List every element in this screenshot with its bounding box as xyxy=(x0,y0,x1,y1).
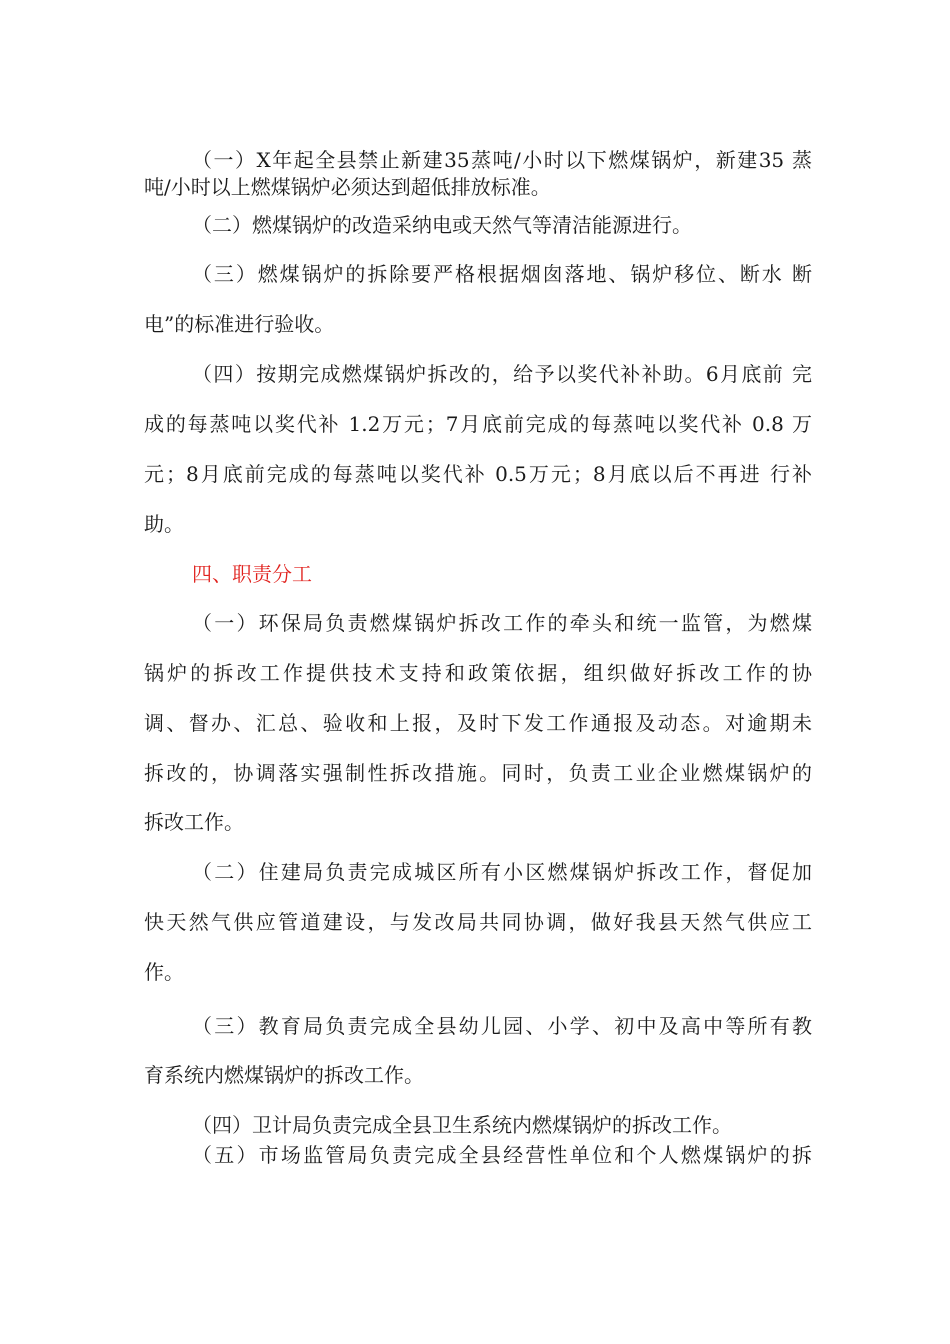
paragraph-7-line-2: 育系统内燃煤锅炉的拆改工作。 xyxy=(144,1063,424,1087)
paragraph-2-line-1: （二）燃煤锅炉的改造采纳电或天然气等清洁能源进行。 xyxy=(192,213,692,237)
paragraph-5-line-3: 调、督办、汇总、验收和上报，及时下发工作通报及动态。对逾期未 xyxy=(144,711,812,735)
paragraph-1-line-1: （一）X年起全县禁止新建35蒸吨/小时以下燃煤锅炉，新建35 蒸 xyxy=(192,148,812,172)
paragraph-3-line-1: （三）燃煤锅炉的拆除要严格根据烟囱落地、锅炉移位、断水 断 xyxy=(192,262,812,286)
paragraph-6-line-2: 快天然气供应管道建设，与发改局共同协调，做好我县天然气供应工 xyxy=(144,910,812,934)
paragraph-5-line-4: 拆改的，协调落实强制性拆改措施。同时，负责工业企业燃煤锅炉的 xyxy=(144,761,812,785)
paragraph-4-line-2: 成的每蒸吨以奖代补 1.2万元；7月底前完成的每蒸吨以奖代补 0.8 万 xyxy=(144,412,812,436)
paragraph-3-line-2: 电”的标准进行验收。 xyxy=(144,312,335,336)
paragraph-5-line-1: （一）环保局负责燃煤锅炉拆改工作的牵头和统一监管，为燃煤 xyxy=(192,611,812,635)
paragraph-4-line-1: （四）按期完成燃煤锅炉拆改的，给予以奖代补补助。6月底前 完 xyxy=(192,362,812,386)
paragraph-6-line-1: （二）住建局负责完成城区所有小区燃煤锅炉拆改工作，督促加 xyxy=(192,860,812,884)
paragraph-9-line-1: （五）市场监管局负责完成全县经营性单位和个人燃煤锅炉的拆 xyxy=(192,1143,812,1167)
paragraph-4-line-4: 助。 xyxy=(144,512,184,536)
paragraph-6-line-3: 作。 xyxy=(144,960,184,984)
paragraph-8-line-1: （四）卫计局负责完成全县卫生系统内燃煤锅炉的拆改工作。 xyxy=(192,1113,732,1137)
paragraph-1-line-2: 吨/小时以上燃煤锅炉必须达到超低排放标准。 xyxy=(144,175,551,199)
section-heading-responsibilities: 四、职责分工 xyxy=(192,562,312,586)
paragraph-5-line-2: 锅炉的拆改工作提供技术支持和政策依据，组织做好拆改工作的协 xyxy=(144,661,812,685)
paragraph-7-line-1: （三）教育局负责完成全县幼儿园、小学、初中及高中等所有教 xyxy=(192,1014,812,1038)
paragraph-4-line-3: 元；8月底前完成的每蒸吨以奖代补 0.5万元；8月底以后不再进 行补 xyxy=(144,462,812,486)
paragraph-5-line-5: 拆改工作。 xyxy=(144,810,244,834)
